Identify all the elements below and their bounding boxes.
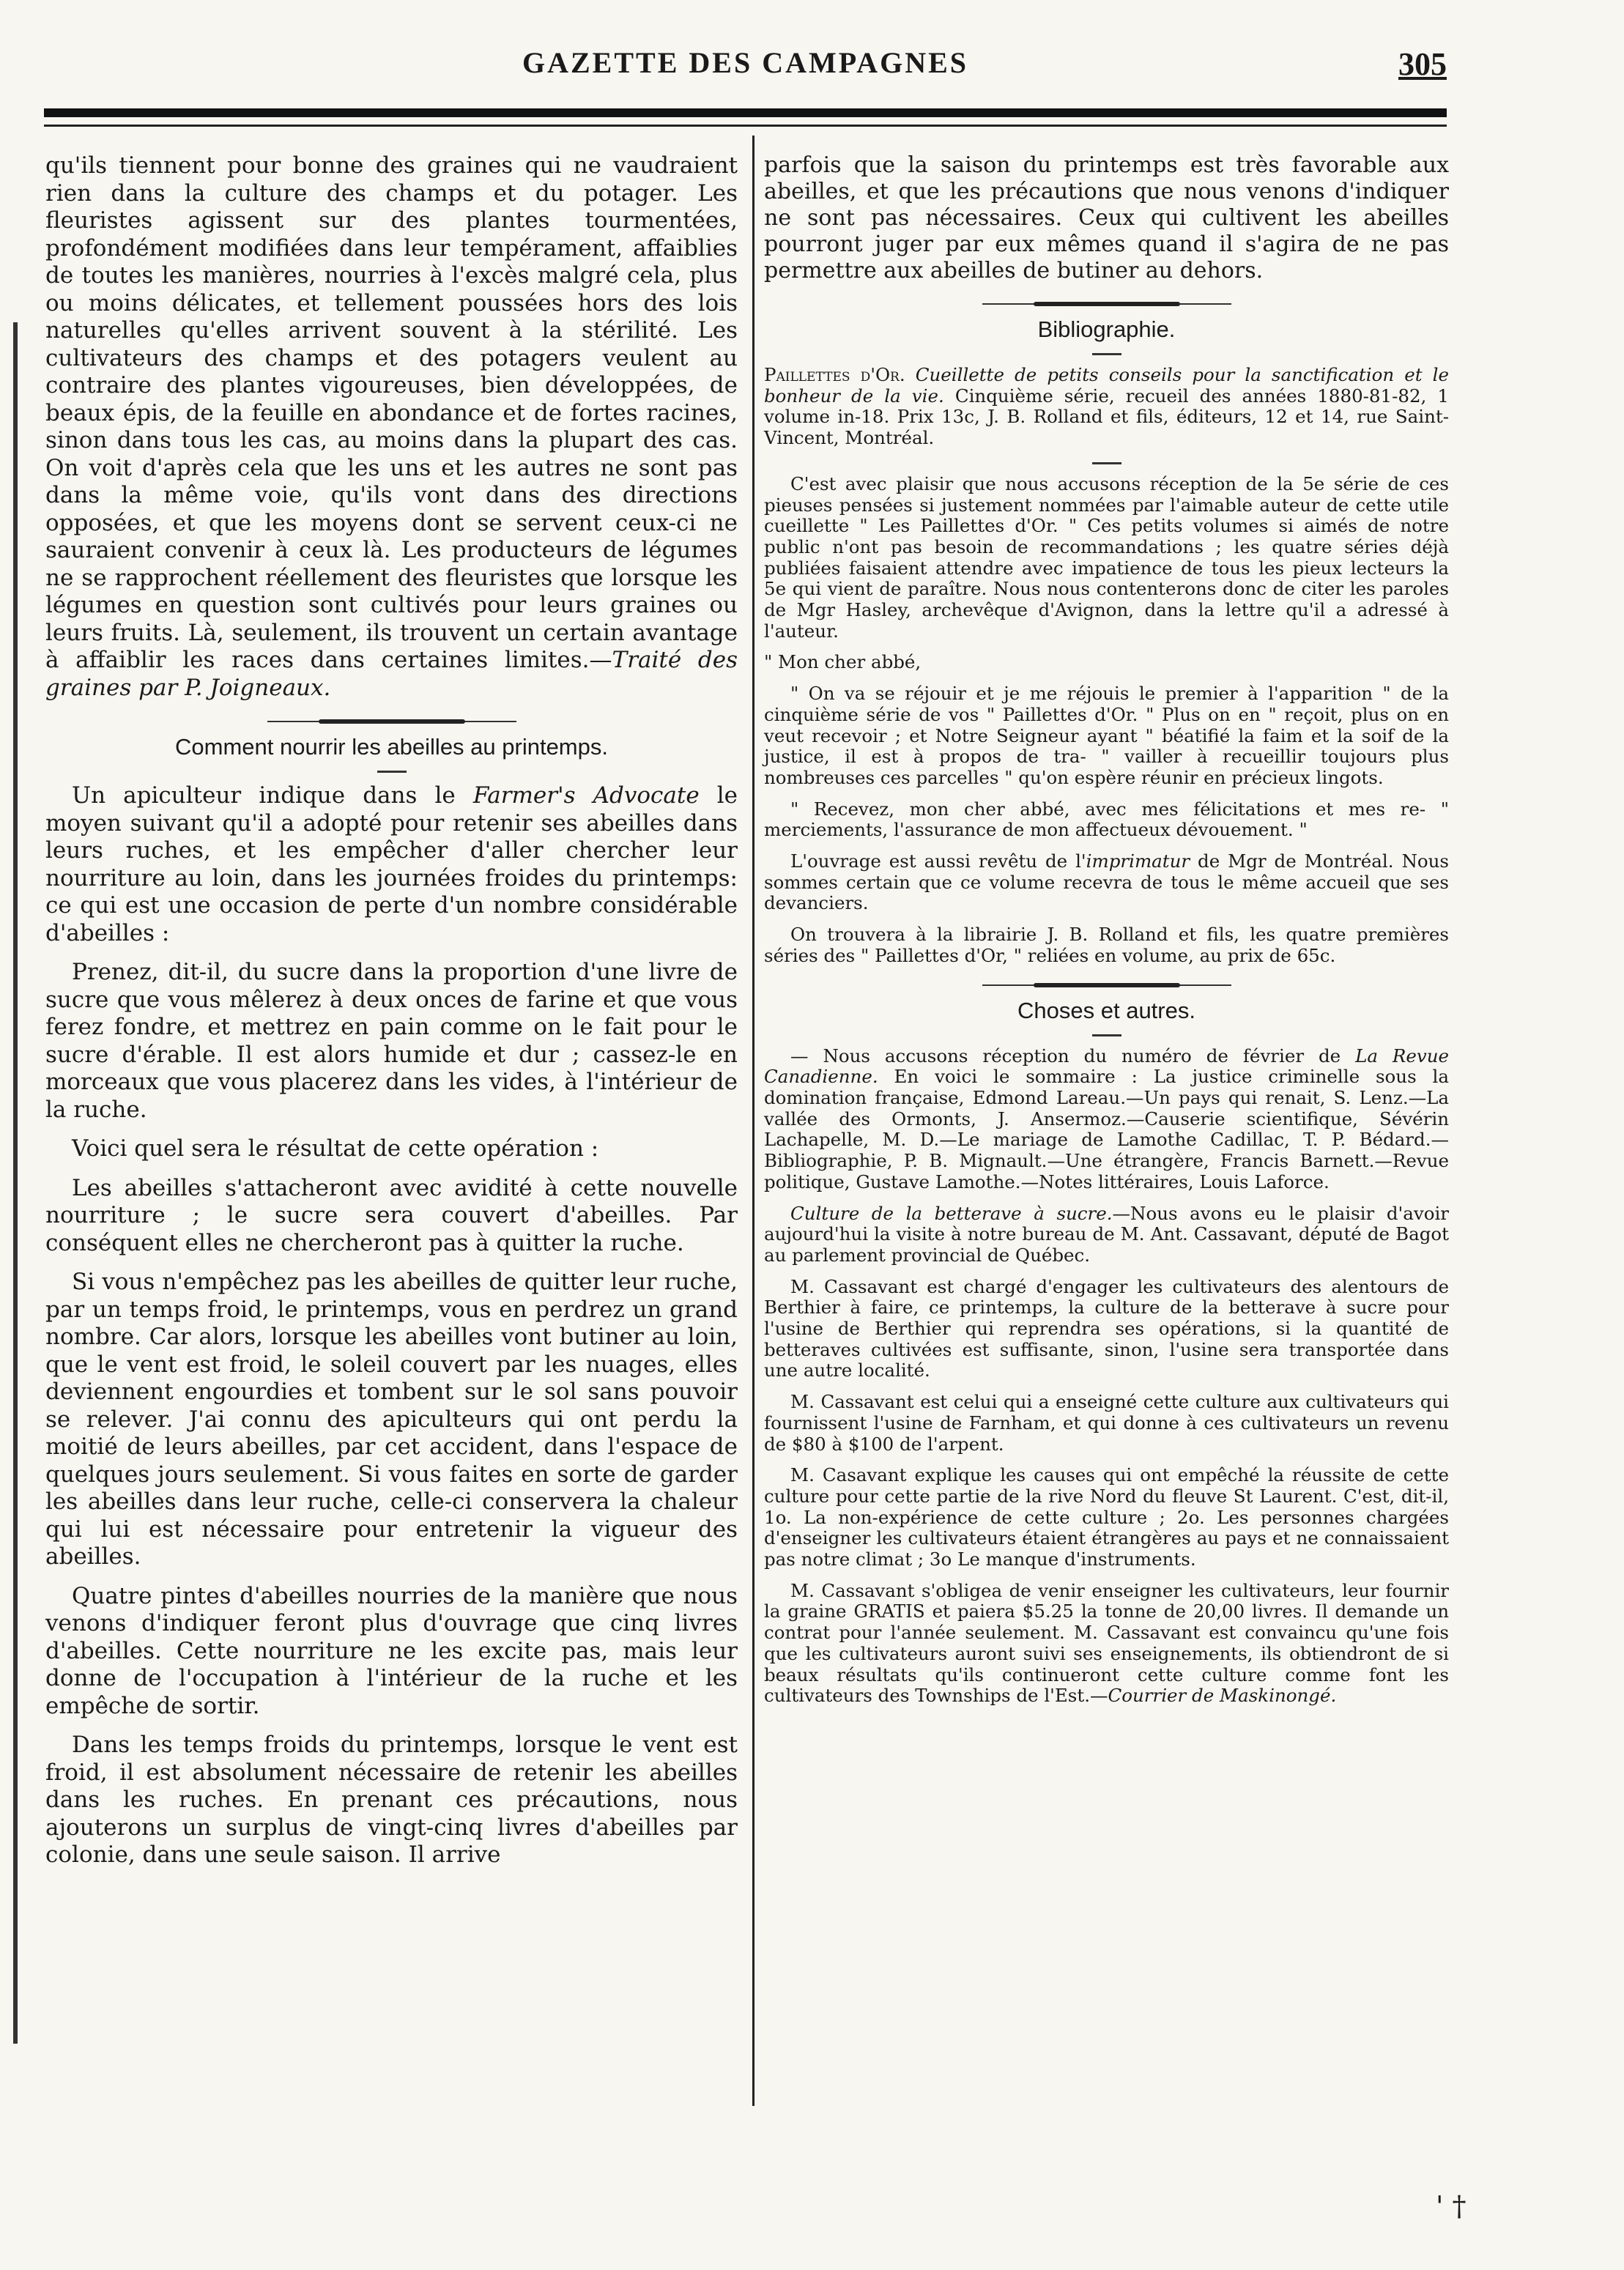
title-dash bbox=[45, 768, 738, 778]
p1-text-b: le moyen suivant qu'il a adopté pour retenir ses abeilles dans leurs ruches, et les empêcher d'aller chercher leur nourriture au loin, dans les journées froides du printemps: ce qui est une occasion de perte d'un nombre considérable d'abeilles : bbox=[45, 782, 738, 946]
article-paragraph-4: Les abeilles s'attacheront avec avidité à cette nouvelle nourriture ; le sucre sera couvert d'abeilles. Par conséquent elles ne chercheront pas à quitter la ruche. bbox=[45, 1174, 738, 1256]
bibliography-paragraph-2 bbox=[764, 851, 1449, 914]
book-subtitle: Cueillette de petits conseils pour la sanctification et le bonheur de la vie. bbox=[764, 364, 1450, 407]
bp2-text-a: L'ouvrage est aussi revêtu de l' bbox=[790, 850, 1086, 872]
p1-source: Farmer's Advocate bbox=[472, 782, 700, 809]
article-paragraph-2: Prenez, dit-il, du sucre dans la proportion d'une livre de sucre que vous mêlerez à deux onces de farine et que vous ferez fondre, et mettrez en pain comme on le fait pour le sucre d'érable. Il est alors humide et dur ; cassez-le en morceaux que vous placerez dans les vides, à l'intérieur de la ruche. bbox=[45, 959, 738, 1123]
page-header bbox=[44, 45, 1447, 97]
choses-paragraph-6 bbox=[764, 1581, 1449, 1707]
article-paragraph-1 bbox=[45, 782, 738, 947]
left-column bbox=[45, 152, 738, 1881]
article-paragraph-3: Voici quel sera le résultat de cette opération : bbox=[72, 1135, 599, 1162]
right-column bbox=[764, 152, 1449, 1717]
choses-title: Choses et autres. bbox=[1017, 997, 1195, 1023]
cp6-text: M. Cassavant s'obligea de venir enseigner les cultivateurs, leur fournir la graine GRATIS et paiera $5.25 la tonne de 20,00 livres. Il demande un contrat pour l'année seulement. M. Cassavant est convaincu qu'une fois que les cultivateurs auront suivi ses enseignements, ils obtiendront de si beaux résultats qu'ils continueront cette culture comme font les cultivateurs des Townships de l'Est.— bbox=[764, 1579, 1449, 1707]
title-dash bbox=[764, 350, 1449, 360]
cp6-source: Courrier de Maskinongé. bbox=[1108, 1685, 1337, 1707]
revue-title: La Revue Canadienne. bbox=[764, 1045, 1449, 1088]
article-paragraph-7: Dans les temps froids du printemps, lorsque le vent est froid, il est absolument nécessaire de retenir les abeilles dans les ruches. En prenant ces précautions, nous ajouterons un surplus de vingt-cinq livres d'abeilles par colonie, dans une seule saison. Il arrive bbox=[45, 1732, 738, 1868]
betterave-heading: Culture de la betterave à sucre. bbox=[790, 1202, 1113, 1224]
article-paragraph-6: Quatre pintes d'abeilles nourries de la manière que nous venons d'indiquer feront plus d'ouvrage que cinq livres d'abeilles. Cette nourriture ne les excite pas, mais leur donne de l'occupation à l'intérieur de la ruche et les empêche de sortir. bbox=[45, 1582, 738, 1719]
bibliography-paragraph-3: On trouvera à la librairie J. B. Rolland et fils, les quatre premières séries des " Paillettes d'Or, " reliées en volume, au prix de 65c. bbox=[764, 924, 1449, 966]
book-title: Paillettes d'Or. bbox=[764, 364, 905, 385]
intro-paragraph bbox=[45, 152, 738, 702]
bp2-text-b: de Mgr de Montréal. Nous sommes certain que ce volume recevra de tous le même accueil que ses devanciers. bbox=[764, 850, 1449, 914]
header-rule-thin bbox=[44, 125, 1447, 127]
imprimatur-word: imprimatur bbox=[1086, 850, 1190, 872]
publication-title: GAZETTE DES CAMPAGNES bbox=[522, 46, 968, 79]
p1-text-a: Un apiculteur indique dans le bbox=[72, 782, 473, 809]
bibliography-quote-1: " On va se réjouir et je me réjouis le premier à l'apparition " de la cinquième série de vos " Paillettes d'Or. " Plus on en " reçoit, plus on en veut recevoir ; et Notre Seigneur ayant " béatifié la faim et la soif de la justice, il est à propos de tra- " vailler à recueillir toujours plus nombreuses ces parcelles " qu'on espère réunir en précieux lingots. bbox=[764, 683, 1449, 788]
choses-paragraph-5: M. Casavant explique les causes qui ont empêché la réussite de cette culture pour cette partie de la rive Nord du fleuve St Laurent. C'est, dit-il, 1o. La non-expérience de cette culture ; 2o. Les personnes chargées d'enseigner les cultivateurs étaient étrangères au pays et ne connaissaient pas notre climat ; 3o Le manque d'instruments. bbox=[764, 1464, 1449, 1570]
article-title: Comment nourrir les abeilles au printemps. bbox=[175, 734, 608, 760]
article-paragraph-5: Si vous n'empêchez pas les abeilles de quitter leur ruche, par un temps froid, le printemps, vous en perdrez un grand nombre. Car alors, lorsque les abeilles vont butiner au loin, que le vent est froid, le soleil couvert par les nuages, elles deviennent engourdies et tombent sur le sol sans pouvoir se relever. J'ai connu des apiculteurs qui ont perdu la moitié de leurs abeilles, par cet accident, dans l'espace de quelques jours seulement. Si vous faites en sorte de garder les abeilles dans leur ruche, celle-ci conservera la chaleur qui lui est nécessaire pour entretenir la vigueur des abeilles. bbox=[45, 1269, 738, 1570]
choses-paragraph-3: M. Cassavant est chargé d'engager les cultivateurs des alentours de Berthier à faire, ce printemps, la culture de la betterave à sucre pour l'usine de Berthier qui reprendra ses opérations, si la quantité de betteraves cultivées est suffisante, sinon, l'usine sera transportée dans une autre localité. bbox=[764, 1275, 1449, 1381]
cp2-body: —Nous avons eu le plaisir d'avoir aujourd'hui la visite à notre bureau de M. Ant. Cassavant, député de Bagot au parlement provincial de Québec. bbox=[764, 1202, 1449, 1266]
intro-citation: Traité des graines par P. Joigneaux. bbox=[45, 647, 738, 701]
column-divider bbox=[752, 136, 754, 2106]
choses-paragraph-1 bbox=[764, 1046, 1449, 1193]
cp1-text-a: — Nous accusons réception du numéro de février de bbox=[790, 1045, 1356, 1067]
footer-marks: ' † bbox=[1436, 2190, 1467, 2222]
bibliography-quote-2: " Recevez, mon cher abbé, avec mes félicitations et mes re- " merciements, l'assurance de mon affectueux dévouement. " bbox=[764, 798, 1449, 841]
page-number: 305 bbox=[1398, 46, 1447, 82]
header-rule bbox=[44, 108, 1447, 117]
bibliography-entry bbox=[764, 365, 1449, 449]
section-separator bbox=[45, 713, 738, 728]
section-separator bbox=[764, 296, 1449, 311]
title-dash bbox=[764, 1031, 1449, 1042]
choses-paragraph-4: M. Cassavant est celui qui a enseigné cette culture aux cultivateurs qui fournissent l'usine de Farnham, et qui donne à ces cultivateurs un revenu de $80 à $100 de l'arpent. bbox=[764, 1391, 1449, 1455]
continuation-paragraph: parfois que la saison du printemps est très favorable aux abeilles, et que les précautions que nous venons d'indiquer ne sont pas nécessaires. Ceux qui cultivent les abeilles pourront juger par eux mêmes quand il s'agira de ne pas permettre aux abeilles de butiner au dehors. bbox=[764, 152, 1449, 283]
bibliography-title: Bibliographie. bbox=[1037, 316, 1176, 342]
intro-text: qu'ils tiennent pour bonne des graines qui ne vaudraient rien dans la culture des champs et du potager. Les fleuristes agissent sur des plantes tourmentées, profondément modifiées dans leur tempérament, affaiblies de toutes les manières, nourries à l'excès malgré cela, plus ou moins délicates, et tellement poussées hors des lois naturelles qu'elles arrivent souvent à la stérilité. Les cultivateurs des champs et des potagers veulent au contraire des plantes vigoureuses, bien développées, de beaux épis, de la feuille en abondance et de fortes racines, sinon dans tous les cas, au moins dans la plupart des cas. On voit d'après cela que les uns et les autres ne sont pas dans la même voie, qu'ils vont dans des directions opposées, et que les moyens dont se servent ceux-ci ne sauraient convenir à ceux là. Les producteurs de légumes ne se rapprochent réellement des fleuristes que lorsque les légumes en question sont cultivés pour leurs graines ou leurs fruits. Là, seulement, ils trouvent un certain avantage à affaiblir les races dans certaines limites.— bbox=[45, 152, 738, 673]
binding-edge-mark bbox=[13, 322, 18, 2044]
section-separator bbox=[764, 977, 1449, 992]
bibliography-salutation: " Mon cher abbé, bbox=[764, 651, 922, 673]
book-details: Cinquième série, recueil des années 1880-81-82, 1 volume in-18. Prix 13c, J. B. Rolland et fils, éditeurs, 12 et 14, rue Saint-Vincent, Montréal. bbox=[764, 385, 1449, 449]
choses-paragraph-2 bbox=[764, 1203, 1449, 1266]
cp1-text-b: En voici le sommaire : La justice criminelle sous la domination française, Edmond Lareau.—Un pays qui renait, S. Lenz.—La vallée des Ormonts, J. Ansermoz.—Causerie scientifique, Sévérin Lachapelle, M. D.—Le mariage de Lamothe Cadillac, T. P. Bédard.—Bibliographie, P. B. Mignault.—Une étrangère, Francis Barnett.—Revue politique, Gustave Lamothe.—Notes littéraires, Louis Laforce. bbox=[764, 1066, 1449, 1193]
bibliography-paragraph-1: C'est avec plaisir que nous accusons réception de la 5e série de ces pieuses pensées si justement nommées par l'aimable auteur de cette utile cueillette " Les Paillettes d'Or. " Ces petits volumes si aimés de notre public n'ont pas besoin de recommandations ; les quatre séries déjà publiées faisaient attendre avec impatience de tous les pieux lecteurs la 5e qui vient de paraître. Nous nous contenterons donc de citer les paroles de Mgr Hasley, archevêque d'Avignon, dans la lettre qu'il a adressé à l'auteur. bbox=[764, 472, 1449, 642]
entry-dash bbox=[764, 459, 1449, 470]
